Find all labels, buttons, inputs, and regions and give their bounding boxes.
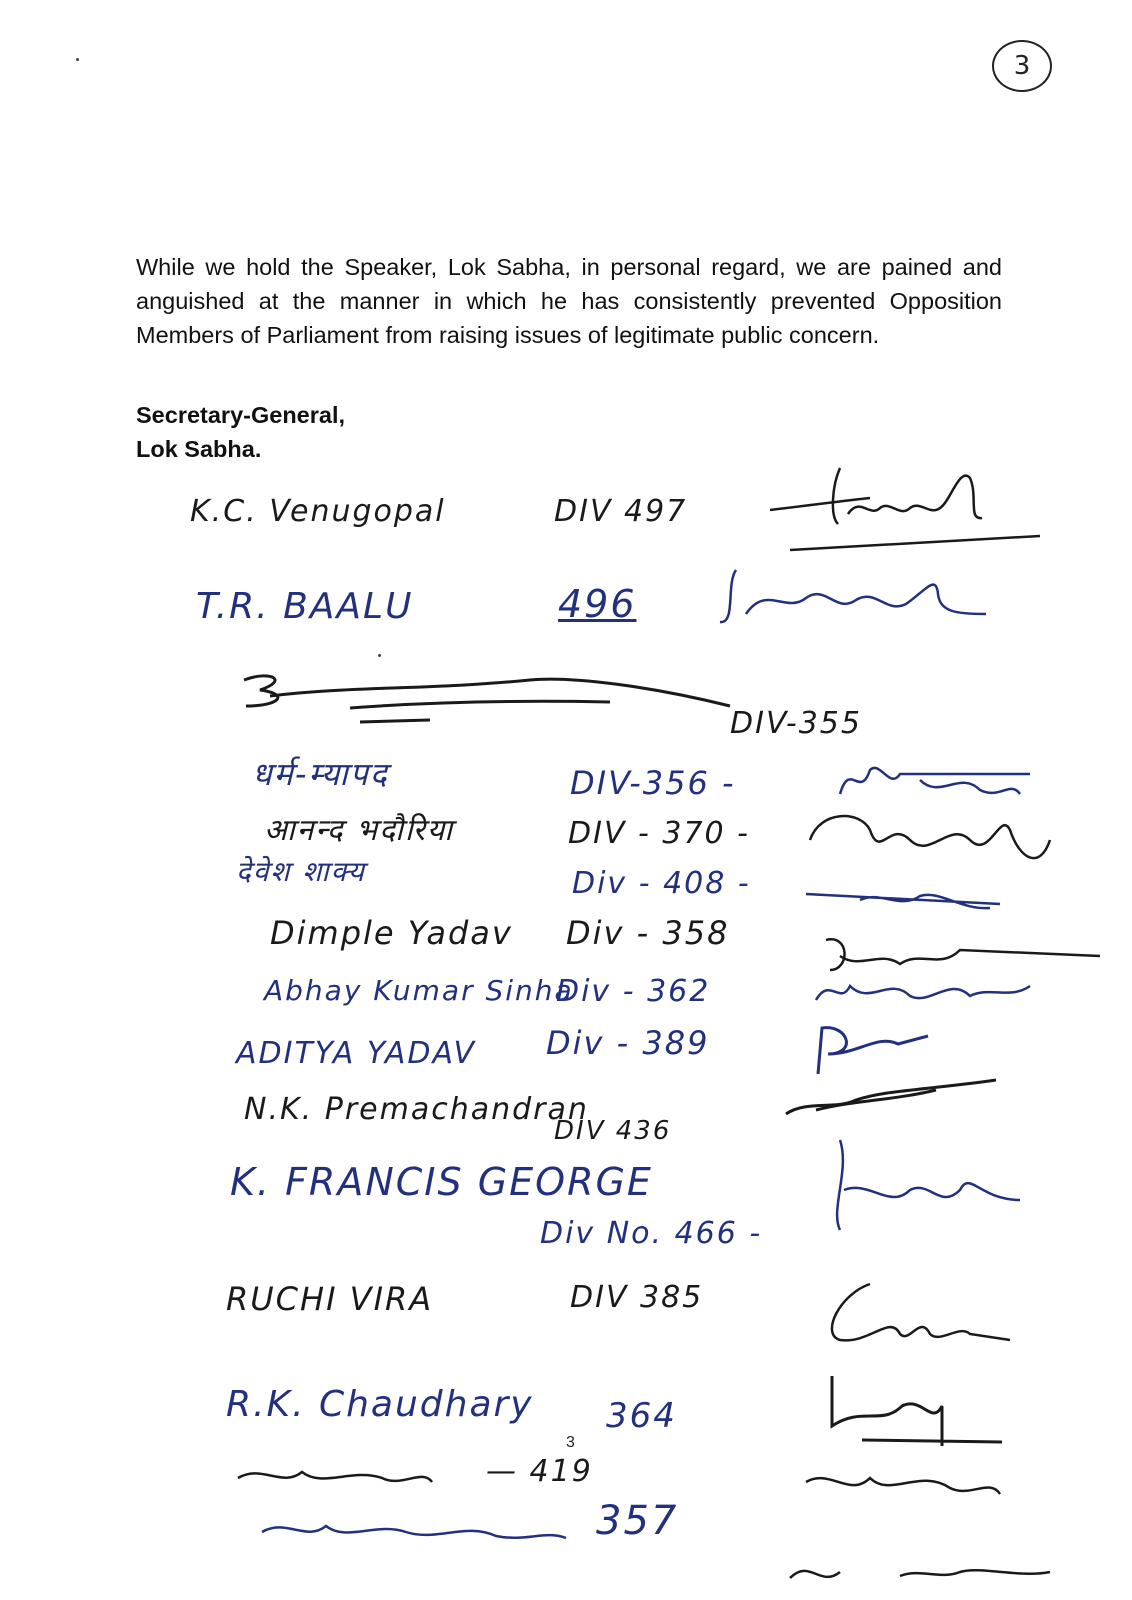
signature-mark (256, 1512, 576, 1552)
signatory-name: K. FRANCIS GEORGE (230, 1160, 653, 1204)
signatory-div: DIV 436 (554, 1116, 672, 1146)
signatory-div: Div - 408 - (572, 866, 751, 901)
signatory-name: N.K. Premachandran (244, 1092, 589, 1127)
signatory-div: DIV 497 (554, 494, 688, 529)
signature-mark (820, 1130, 1040, 1240)
signature-mark (822, 1366, 1022, 1456)
signatory-div: DIV-355 (730, 706, 862, 741)
signatory-div: DIV 385 (570, 1280, 704, 1315)
signatory-div: 496 (558, 582, 637, 626)
signatory-name: K.C. Venugopal (190, 494, 446, 529)
page-number: 3 (566, 1434, 575, 1451)
signatory-div: DIV - 370 - (568, 816, 750, 851)
addressee-org: Lok Sabha. (136, 436, 262, 462)
signatory-div: Div No. 466 - (540, 1216, 763, 1251)
signature-mark (800, 800, 1060, 890)
signature-mark (800, 880, 1030, 930)
signature-mark (232, 1458, 442, 1498)
signature-mark (810, 966, 1040, 1016)
signatory-div: Div - 389 (546, 1024, 710, 1062)
signatory-name: आनन्द भदौरिया (264, 813, 455, 848)
signature-mark (800, 1458, 1010, 1508)
signatory-name: Dimple Yadav (270, 914, 513, 952)
scan-speck (76, 58, 79, 61)
signatory-name: देवेश शाक्य (236, 855, 366, 888)
signatory-div: Div - 358 (566, 914, 730, 952)
signatory-name: धर्म-म्यापद (252, 755, 389, 793)
signatory-name: R.K. Chaudhary (226, 1384, 534, 1425)
page-marker: 3 (992, 40, 1052, 92)
signatory-div: 364 (606, 1396, 677, 1436)
body-paragraph: While we hold the Speaker, Lok Sabha, in personal regard, we are pained and anguished at the manner in which he has consistently prevented Opposition Members of Parliament from raising issues of legitimate public concern. (136, 253, 1002, 348)
signature-mark (776, 1070, 1016, 1130)
signatory-name: ADITYA YADAV (236, 1036, 477, 1071)
signatory-name: RUCHI VIRA (226, 1280, 434, 1318)
scan-speck (378, 654, 381, 657)
signatory-name: Abhay Kumar Sinha (264, 974, 574, 1007)
signature-mark (810, 1274, 1030, 1354)
signature-mark (780, 1548, 1060, 1588)
signatory-div: 357 (596, 1498, 679, 1544)
signatory-div: — 419 (486, 1454, 593, 1489)
signatory-name: T.R. BAALU (196, 586, 414, 627)
signature-mark (230, 666, 750, 736)
signature-mark (760, 456, 1050, 556)
signature-mark (706, 564, 1006, 634)
signatory-div: DIV-356 - (570, 764, 736, 802)
addressee-title: Secretary-General, (136, 402, 346, 428)
signatory-div: Div - 362 (556, 974, 711, 1009)
addressee (136, 398, 345, 466)
